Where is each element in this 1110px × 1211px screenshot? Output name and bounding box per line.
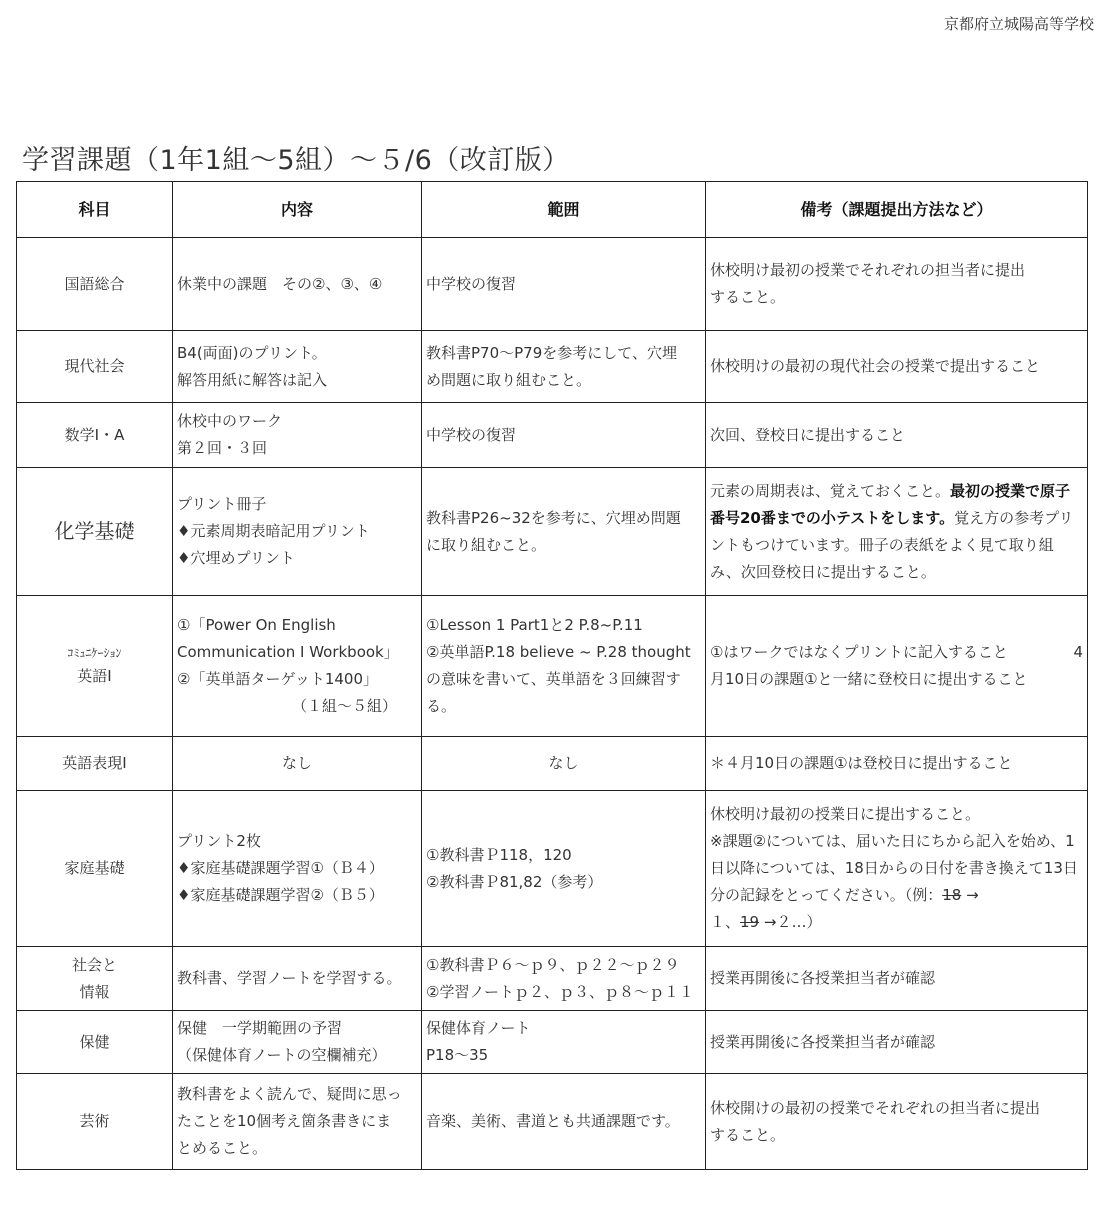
row-kagaku — [17, 468, 1088, 596]
notes-gendai: 休校明けの最初の現代社会の授業で提出すること — [706, 331, 1088, 403]
notes-text: ①はワークではなくプリントに記入すること — [710, 643, 1008, 661]
content-line: ♦穴埋めプリント — [177, 549, 295, 567]
subject-hoken: 保健 — [17, 1011, 173, 1074]
page-title: 学習課題（1年1組～5組）～５/6（改訂版） — [22, 145, 570, 176]
content-line: 第２回・３回 — [177, 439, 268, 457]
subject-kokugo: 国語総合 — [17, 238, 173, 331]
range-line: る。 — [426, 697, 457, 715]
range-line: 教科書P26~32を参考に、穴埋め問題 — [426, 508, 681, 527]
row-joho — [17, 947, 1088, 1011]
content-line: （１組～５組） — [291, 697, 397, 715]
row-comm — [17, 596, 1088, 737]
row-sugaku — [17, 403, 1088, 468]
row-geijutsu — [17, 1074, 1088, 1170]
content-line: ♦元素周期表暗記用プリント — [177, 522, 370, 540]
notes-hoken: 授業再開後に各授業担当者が確認 — [706, 1011, 1088, 1074]
content-line: ♦家庭基礎課題学習①（Ｂ４） — [177, 859, 384, 877]
notes-text: 休校明け最初の授業日に提出すること。 — [710, 805, 981, 823]
range-line: ②教科書Ｐ81,82（参考） — [426, 872, 603, 891]
content-line: プリント冊子 — [177, 495, 267, 513]
notes-text: →２…） — [759, 913, 822, 931]
range-kokugo: 中学校の復習 — [422, 238, 706, 331]
subject-sugaku: 数学Ⅰ・A — [17, 403, 173, 468]
notes-text: → — [961, 886, 979, 904]
notes-kagaku — [706, 468, 1088, 596]
subject-joho — [17, 947, 173, 1011]
range-line: 教科書P70～P79を参考にして、穴埋 — [426, 343, 677, 362]
notes-line: すること。 — [710, 1125, 786, 1144]
notes-text: 覚え方の参考プリントもつけています。冊子の表紙をよく見て取り組み、次回登校日に提出すること。 — [710, 508, 1074, 581]
notes-kokugo — [706, 238, 1088, 331]
header-row — [17, 182, 1088, 238]
notes-text: 4 — [1073, 643, 1083, 661]
range-comm — [422, 596, 706, 737]
content-kagaku — [173, 468, 422, 596]
content-line: 解答用紙に解答は記入 — [177, 370, 328, 389]
subject-line: 情報 — [79, 982, 110, 1001]
notes-katei — [706, 791, 1088, 947]
subject-geijutsu: 芸術 — [17, 1074, 173, 1170]
notes-text: ※課題②については、届いた日にちから記入を始め、1日以降については、18日からの日付を書き換えて13日分の記録をとってください。（例： — [710, 832, 1078, 904]
content-eigo-hyogen: なし — [173, 737, 422, 791]
range-line: の意味を書いて、英単語を３回練習す — [426, 670, 681, 688]
content-line: たことを10個考え箇条書きにま — [177, 1112, 392, 1130]
notes-line: すること。 — [710, 288, 786, 306]
notes-sugaku: 次回、登校日に提出すること — [706, 403, 1088, 468]
range-joho — [422, 947, 706, 1011]
content-hoken — [173, 1011, 422, 1074]
header-range: 範囲 — [422, 182, 706, 238]
notes-line: 休校開けの最初の授業でそれぞれの担当者に提出 — [710, 1098, 1041, 1117]
school-name: 京都府立城陽高等学校 — [943, 15, 1094, 33]
notes-geijutsu — [706, 1074, 1088, 1170]
subject-katei: 家庭基礎 — [17, 791, 173, 947]
assignment-table — [16, 181, 1088, 1170]
content-line: ♦家庭基礎課題学習②（Ｂ５） — [177, 886, 384, 904]
subject-kagaku: 化学基礎 — [17, 468, 173, 596]
content-line: 教科書をよく読んで、疑問に思っ — [177, 1085, 402, 1103]
content-gendai — [173, 331, 422, 403]
row-katei — [17, 791, 1088, 947]
content-line: （保健体育ノートの空欄補充） — [177, 1046, 387, 1064]
range-line: ②学習ノートｐ２、ｐ３、ｐ８～ｐ１１ — [426, 982, 694, 1001]
row-eigo-hyogen — [17, 737, 1088, 791]
content-comm — [173, 596, 422, 737]
subject-gendai: 現代社会 — [17, 331, 173, 403]
notes-struck: 18 — [942, 886, 962, 904]
content-line: ②「英単語ターゲット1400」 — [177, 670, 379, 688]
header-notes: 備考（課題提出方法など） — [706, 182, 1088, 238]
range-line: ①Lesson 1 Part1と2 P.8~P.11 — [426, 616, 643, 634]
content-line: プリント2枚 — [177, 832, 261, 850]
row-kokugo — [17, 238, 1088, 331]
range-geijutsu: 音楽、美術、書道とも共通課題です。 — [422, 1074, 706, 1170]
subject-line: 社会と — [71, 955, 117, 974]
subject-line: 英語Ⅰ — [77, 666, 112, 685]
content-geijutsu — [173, 1074, 422, 1170]
notes-text: 月10日の課題①と一緒に登校日に提出すること — [710, 670, 1028, 688]
row-hoken — [17, 1011, 1088, 1074]
range-line: P18～35 — [426, 1046, 489, 1064]
header-subject: 科目 — [17, 182, 173, 238]
header-content: 内容 — [173, 182, 422, 238]
range-line: 保健体育ノート — [426, 1019, 531, 1037]
content-line: 休校中のワーク — [177, 412, 283, 430]
range-gendai — [422, 331, 706, 403]
notes-text: 元素の周期表は、覚えておくこと。 — [710, 481, 951, 500]
content-kokugo: 休業中の課題 その②、③、④ — [173, 238, 422, 331]
notes-struck: 19 — [740, 913, 760, 931]
notes-emphasis: 最初の授業で原子番号20番までの小テストをします。 — [710, 481, 1071, 527]
range-sugaku: 中学校の復習 — [422, 403, 706, 468]
content-line: とめること。 — [177, 1139, 268, 1157]
range-katei — [422, 791, 706, 947]
content-line: ①「Power On English — [177, 616, 336, 634]
range-kagaku — [422, 468, 706, 596]
subject-eigo-hyogen: 英語表現Ⅰ — [17, 737, 173, 791]
notes-text: １、 — [710, 913, 741, 931]
content-sugaku — [173, 403, 422, 468]
content-line: 保健 一学期範囲の予習 — [177, 1019, 343, 1037]
range-line: ②英単語P.18 believe ~ P.28 thought — [426, 643, 691, 661]
notes-comm — [706, 596, 1088, 737]
notes-joho: 授業再開後に各授業担当者が確認 — [706, 947, 1088, 1011]
content-katei — [173, 791, 422, 947]
range-line: ①教科書Ｐ６～ｐ９、ｐ２２～ｐ２９ — [426, 955, 680, 974]
range-line: に取り組むこと。 — [426, 535, 547, 554]
range-eigo-hyogen: なし — [422, 737, 706, 791]
notes-line: 休校明け最初の授業でそれぞれの担当者に提出 — [710, 261, 1026, 279]
range-line: め問題に取り組むこと。 — [426, 370, 592, 389]
content-joho: 教科書、学習ノートを学習する。 — [173, 947, 422, 1011]
notes-eigo-hyogen: ＊４月10日の課題①は登校日に提出すること — [706, 737, 1088, 791]
range-hoken — [422, 1011, 706, 1074]
subject-line: ｺﾐｭﾆｹｰｼｮﾝ — [67, 645, 122, 660]
range-line: ①教科書Ｐ118，120 — [426, 845, 572, 864]
subject-comm — [17, 596, 173, 737]
content-line: B4(両面)のプリント。 — [177, 343, 327, 362]
content-line: Communication Ⅰ Workbook」 — [177, 643, 399, 661]
row-gendai — [17, 331, 1088, 403]
